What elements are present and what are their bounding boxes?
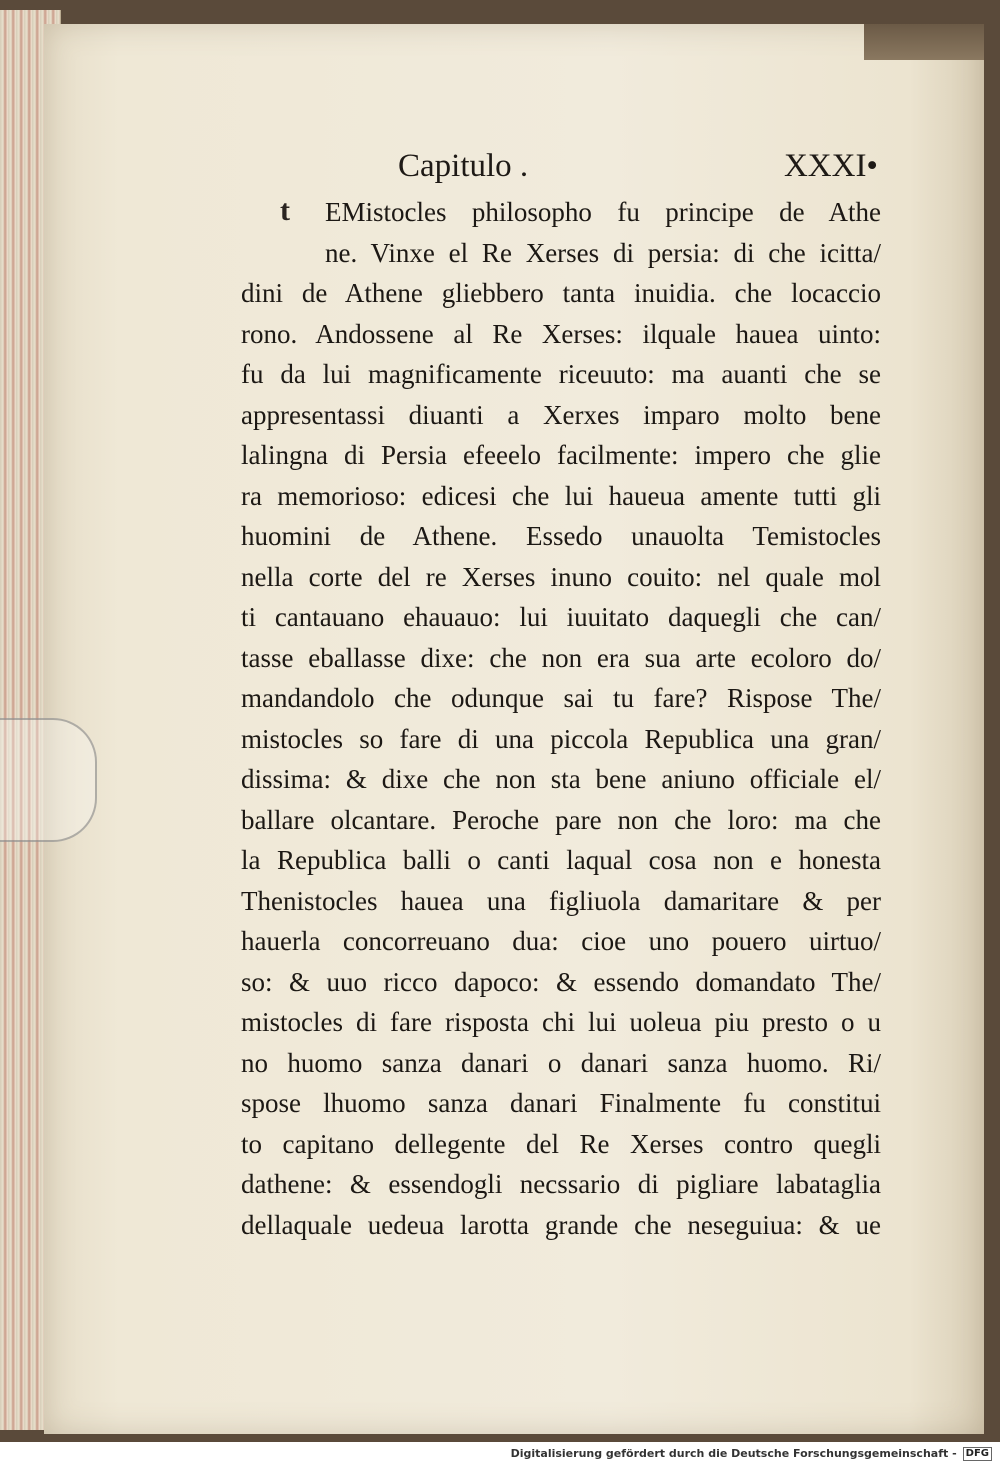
- chapter-number: XXXI•: [783, 148, 878, 184]
- text-line: nella corte del re Xerses inuno couito: nel quale mol: [241, 561, 881, 592]
- text-line: ne. Vinxe el Re Xerses di persia: di che icitta/: [325, 237, 881, 268]
- text-line: dathene: & essendogli necssario di pigliare labataglia: [241, 1169, 881, 1199]
- text-line: Thenistocles hauea una figliuola damaritare & per: [241, 885, 881, 916]
- text-line: lalingna di Persia efeeelo facilmente: impero che glie: [241, 440, 881, 470]
- chapter-heading: [398, 148, 878, 185]
- digitization-footer: [0, 1442, 1000, 1465]
- text-line: huomini de Athene. Essedo unauolta Temistocles: [241, 521, 881, 551]
- text-line: rono. Andossene al Re Xerses: ilquale hauea uinto:: [241, 318, 881, 349]
- page-clip: [0, 718, 97, 842]
- text-line: ra memorioso: edicesi che lui haueua amente tutti gli: [241, 480, 881, 511]
- text-line: la Republica balli o canti laqual cosa non e honesta: [241, 845, 881, 875]
- text-line: spose lhuomo sanza danari Finalmente fu constitui: [241, 1088, 881, 1118]
- text-line: tasse eballasse dixe: che non era sua arte ecoloro do/: [241, 642, 881, 673]
- binding-corner: [864, 24, 984, 60]
- dfg-logo: DFG: [963, 1447, 992, 1461]
- text-line: EMistocles philosopho fu principe de Athe: [325, 197, 881, 227]
- text-line: no huomo sanza danari o danari sanza huomo. Ri/: [241, 1047, 881, 1078]
- text-line: appresentassi diuanti a Xerxes imparo molto bene: [241, 399, 881, 430]
- funding-credit: Digitalisierung gefördert durch die Deutsche Forschungsgemeinschaft -: [510, 1447, 957, 1460]
- initial-guide-letter: t: [280, 194, 290, 227]
- text-line: so: & uuo ricco dapoco: & essendo domandato The/: [241, 966, 881, 997]
- text-line: dini de Athene gliebbero tanta inuidia. che locaccio: [241, 278, 881, 308]
- text-line: dellaquale uedeua larotta grande che neseguiua: & ue: [241, 1209, 881, 1240]
- text-line: hauerla concorreuano dua: cioe uno pouero uirtuo/: [241, 926, 881, 956]
- text-line: mistocles di fare risposta chi lui uoleua piu presto o u: [241, 1007, 881, 1037]
- text-line: fu da lui magnificamente riceuuto: ma auanti che se: [241, 359, 881, 389]
- chapter-label: Capitulo .: [398, 148, 529, 184]
- text-line: ti cantauano ehauauo: lui iuuitato daquegli che can/: [241, 602, 881, 632]
- text-line: dissima: & dixe che non sta bene aniuno officiale el/: [241, 764, 881, 794]
- text-line: to capitano dellegente del Re Xerses contro quegli: [241, 1128, 881, 1159]
- text-line: mistocles so fare di una piccola Republica una gran/: [241, 723, 881, 754]
- text-line: ballare olcantare. Peroche pare non che loro: ma che: [241, 804, 881, 835]
- text-line: mandandolo che odunque sai tu fare? Rispose The/: [241, 683, 881, 713]
- body-text: [241, 192, 881, 1245]
